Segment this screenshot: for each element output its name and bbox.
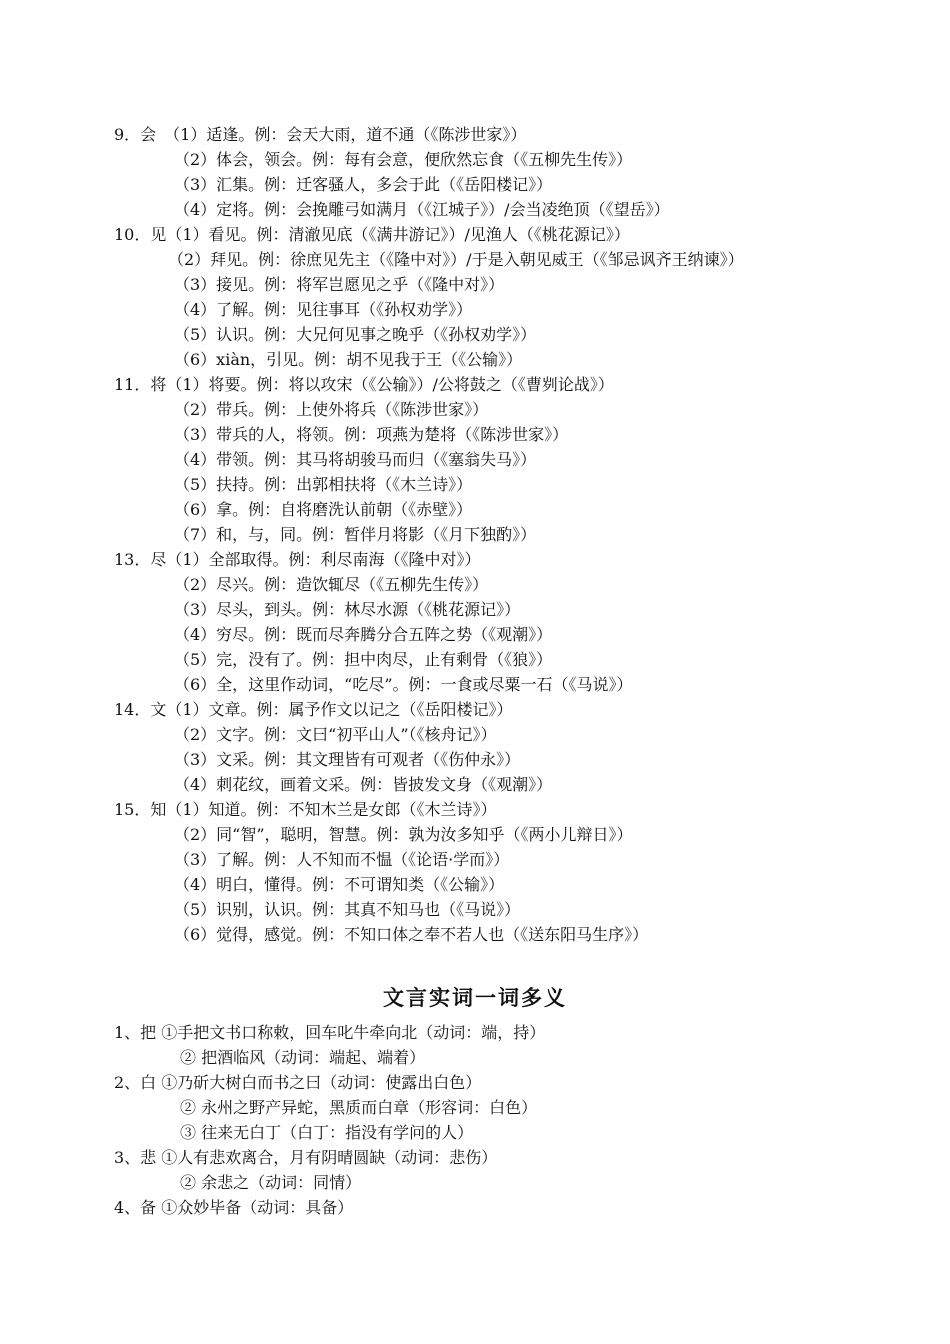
entry-jin-1: 13．尽（1）全部取得。例：利尽南海（《隆中对》） [114, 550, 481, 569]
entry-line: （4）明白，懂得。例：不可谓知类（《公输》） [174, 875, 505, 894]
entry-line: （2）文字。例：文曰“初平山人”（《核舟记》） [174, 725, 497, 744]
entry-jiang-1: 11．将（1）将要。例：将以攻宋（《公输》）/公将鼓之（《曹刿论战》） [114, 375, 614, 394]
entry-line: （3）了解。例：人不知而不愠（《论语·学而》） [174, 850, 510, 869]
entry-line: ③ 往来无白丁（白丁：指没有学问的人） [180, 1123, 474, 1142]
entry-line: （5）认识。例：大兄何见事之晚乎（《孙权劝学》） [174, 325, 537, 344]
entry-line: （6）xiàn，引见。例：胡不见我于王（《公输》） [174, 350, 523, 369]
entry-line: （2）同“智”，聪明，智慧。例：孰为汝多知乎（《两小儿辩日》） [174, 825, 633, 844]
entry-line: （4）了解。例：见往事耳（《孙权劝学》） [174, 300, 473, 319]
entry-line: （5）扶持。例：出郭相扶将（《木兰诗》） [174, 475, 473, 494]
entry-line: ② 永州之野产异蛇，黑质而白章（形容词：白色） [180, 1098, 538, 1117]
entry-line: （6）全，这里作动词，“吃尽”。例：一食或尽粟一石（《马说》） [174, 675, 633, 694]
entry-line: ② 余悲之（动词：同情） [180, 1173, 362, 1192]
entry-line: （3）文采。例：其文理皆有可观者（《伤仲永》） [174, 750, 521, 769]
entry-line: （2）带兵。例：上使外将兵（《陈涉世家》） [174, 400, 489, 419]
entry-line: （4）穷尽。例：既而尽奔腾分合五阵之势（《观潮》） [174, 625, 553, 644]
entry-line: （2）体会，领会。例：每有会意，便欣然忘食（《五柳先生传》） [174, 150, 633, 169]
entry-ba-1: 1、把 ①手把文书口称敕，回车叱牛牵向北（动词：端，持） [114, 1023, 546, 1042]
entry-line: （4）刺花纹，画着文采。例：皆披发文身（《观潮》） [174, 775, 553, 794]
entry-line: （2）拜见。例：徐庶见先主（《隆中对》）/于是入朝见威王（《邹忌讽齐王纳谏》） [168, 250, 744, 269]
entry-wen-1: 14．文（1）文章。例：属予作文以记之（《岳阳楼记》） [114, 700, 513, 719]
entry-zhi-1: 15．知（1）知道。例：不知木兰是女郎（《木兰诗》） [114, 800, 497, 819]
entry-line: （4）带领。例：其马将胡骏马而归（《塞翁失马》） [174, 450, 537, 469]
entry-line: （6）觉得，感觉。例：不知口体之奉不若人也（《送东阳马生序》） [174, 925, 649, 944]
entry-line: （5）识别，认识。例：其真不知马也（《马说》） [174, 900, 521, 919]
entry-bai-1: 2、白 ①乃斫大树白而书之曰（动词：使露出白色） [114, 1073, 482, 1092]
entry-line: （3）带兵的人，将领。例：项燕为楚将（《陈涉世家》） [174, 425, 569, 444]
section-title: 文言实词一词多义 [383, 986, 567, 1010]
entry-jian-1: 10．见（1）看见。例：清澈见底（《满井游记》）/见渔人（《桃花源记》） [114, 225, 630, 244]
entry-bei-1: 3、悲 ①人有悲欢离合，月有阴晴圆缺（动词：悲伤） [114, 1148, 498, 1167]
entry-line: （3）尽头，到头。例：林尽水源（《桃花源记》） [174, 600, 521, 619]
entry-line: （6）拿。例：自将磨洗认前朝（《赤壁》） [174, 500, 473, 519]
entry-line: ② 把酒临风（动词：端起、端着） [180, 1048, 426, 1067]
entry-bei2-1: 4、备 ①众妙毕备（动词：具备） [114, 1198, 354, 1217]
entry-line: （5）完，没有了。例：担中肉尽，止有剩骨（《狼》） [174, 650, 553, 669]
entry-line: （3）汇集。例：迁客骚人，多会于此（《岳阳楼记》） [174, 175, 553, 194]
entry-line: （7）和，与，同。例：暂伴月将影（《月下独酌》） [174, 525, 537, 544]
entry-line: （3）接见。例：将军岂愿见之乎（《隆中对》） [174, 275, 505, 294]
entry-line: （2）尽兴。例：造饮辄尽（《五柳先生传》） [174, 575, 489, 594]
entry-hui-1: 9．会 （1）适逢。例：会天大雨，道不通（《陈涉世家》） [114, 125, 527, 144]
entry-line: （4）定将。例：会挽雕弓如满月（《江城子》）/会当凌绝顶（《望岳》） [174, 200, 670, 219]
